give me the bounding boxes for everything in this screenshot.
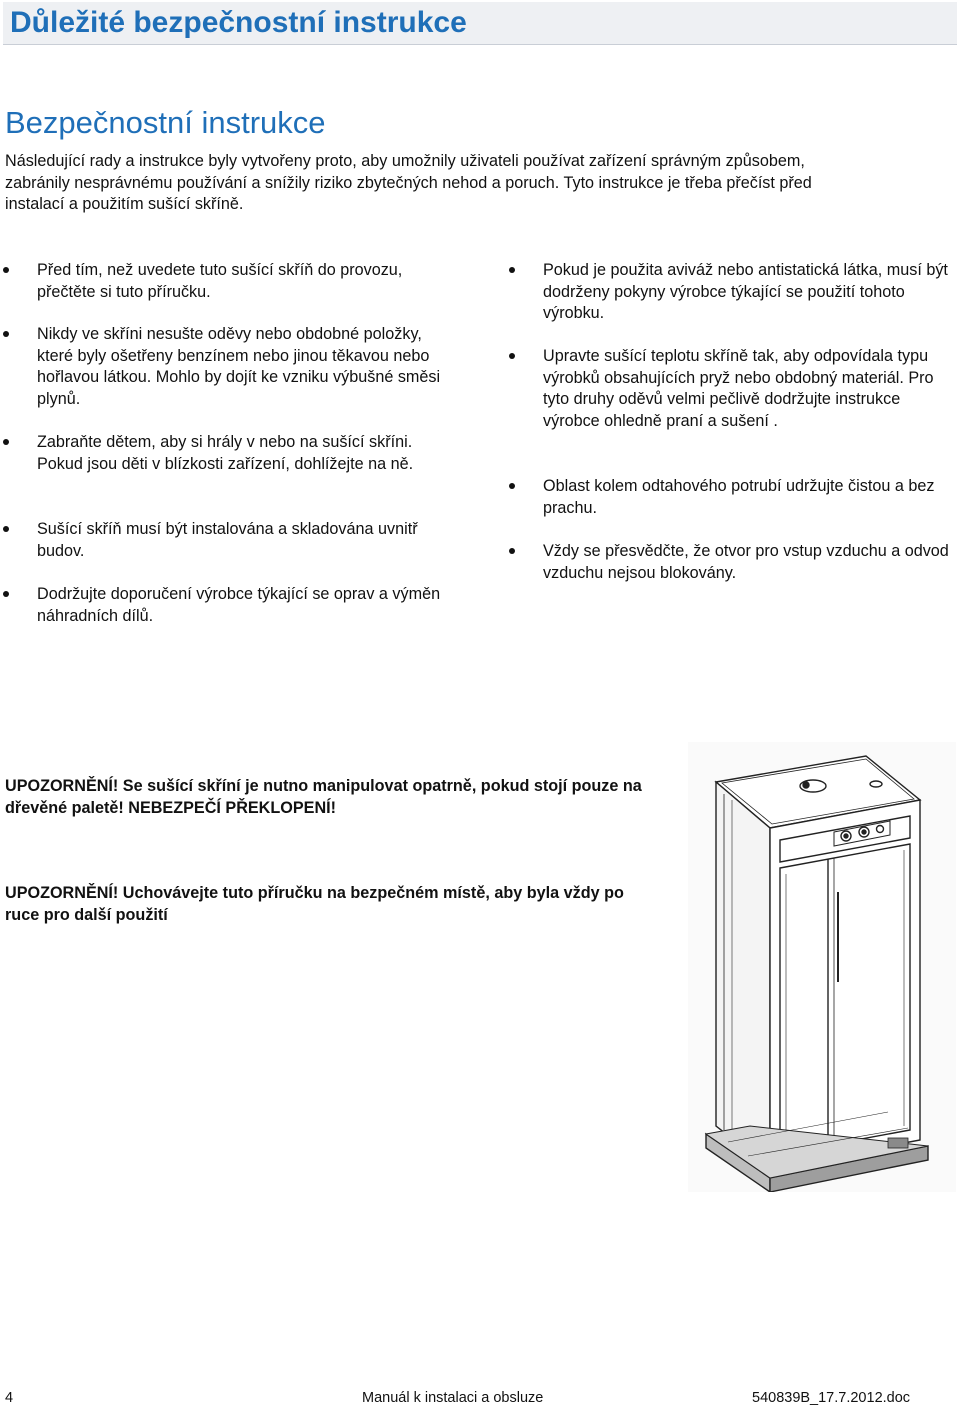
intro-paragraph: Následující rady a instrukce byly vytvořeny proto, aby umožnily uživateli používat zařízení správným způsobem, zabránily nesprávnému používání a snížily riziko zbytečných nehod a poruch. Tyto instrukce je třeba přečíst před instalací a použitím sušící skříně. [5, 152, 812, 213]
list-item-text: Sušící skříň musí být instalována a skladována uvnitř budov. [37, 520, 418, 560]
page-number: 4 [5, 1390, 14, 1406]
bullet-icon [3, 591, 9, 597]
list-item-text: Před tím, než uvedete tuto sušící skříň do provozu, přečtěte si tuto příručku. [37, 261, 403, 301]
list-item-text: Dodržujte doporučení výrobce týkající se oprav a výměn náhradních dílů. [37, 585, 441, 625]
list-item-text: Pokud je použita aviváž nebo antistatická látka, musí být dodrženy pokyny výrobce týkající se použití tohoto výrobku. [543, 261, 948, 322]
list-item [506, 260, 956, 346]
drying-cabinet-icon [688, 742, 956, 1192]
list-item-text: Oblast kolem odtahového potrubí udržujte čistou a bez prachu. [543, 477, 935, 517]
warning-keep-manual: UPOZORNĚNÍ! Uchovávejte tuto příručku na bezpečném místě, aby byla vždy po ruce pro další použití [5, 884, 624, 924]
list-item [506, 346, 956, 476]
section-title: Bezpečnostní instrukce [5, 105, 326, 140]
bullet-icon [509, 353, 515, 359]
warning-tipping: UPOZORNĚNÍ! Se sušící skříní je nutno manipulovat opatrně, pokud stojí pouze na dřevěné paletě! NEBEZPEČÍ PŘEKLOPENÍ! [5, 777, 642, 817]
list-item-text: Vždy se přesvědčte, že otvor pro vstup vzduchu a odvod vzduchu nejsou blokovány. [543, 542, 949, 582]
bullet-icon [509, 267, 515, 273]
list-item-text: Zabraňte dětem, aby si hrály v nebo na sušící skříni. Pokud jsou děti v blízkosti zařízení, dohlížejte na ně. [37, 433, 414, 473]
list-item [0, 260, 460, 324]
page-title: Důležité bezpečnostní instrukce [10, 6, 467, 39]
bullet-icon [3, 439, 9, 445]
bullet-icon [3, 331, 9, 337]
list-item [0, 324, 460, 432]
list-item [0, 432, 460, 519]
right-instruction-list [506, 260, 956, 585]
bullet-icon [509, 483, 515, 489]
bullet-icon [3, 267, 9, 273]
drying-cabinet-illustration [688, 742, 956, 1192]
bullet-icon [509, 548, 515, 554]
list-item-text: Upravte sušící teplotu skříně tak, aby odpovídala typu výrobků obsahujících pryž nebo obdobný materiál. Pro tyto druhy oděvů velmi pečlivě dodržujte instrukce výrobce ohledně praní a sušení . [543, 347, 934, 430]
list-item [0, 584, 460, 628]
header-bar [3, 2, 957, 45]
list-item [0, 519, 460, 584]
bullet-icon [3, 526, 9, 532]
footer-doc-id: 540839B_17.7.2012.doc [752, 1390, 911, 1406]
left-instruction-list [0, 260, 460, 628]
list-item [506, 541, 956, 585]
footer-manual-title: Manuál k instalaci a obsluze [362, 1390, 544, 1406]
list-item [506, 476, 956, 541]
list-item-text: Nikdy ve skříni nesušte oděvy nebo obdobné položky, které byly ošetřeny benzínem nebo jinou těkavou nebo hořlavou látkou. Mohlo by dojít ke vzniku výbušné směsi plynů. [37, 325, 441, 408]
